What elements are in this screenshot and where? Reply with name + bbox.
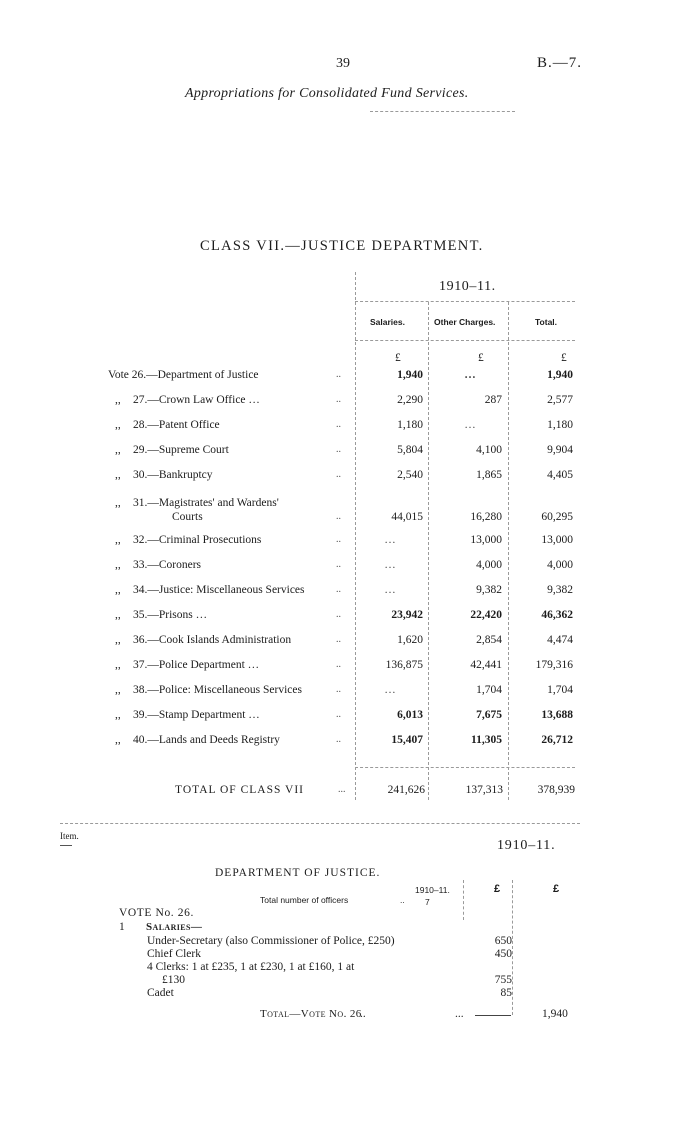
- cell-salaries: 1,180: [397, 419, 423, 431]
- cell-other: 42,441: [470, 659, 502, 671]
- total-row: [0, 784, 700, 802]
- detail-divider: [463, 880, 464, 920]
- cell-total: 1,940: [547, 369, 573, 381]
- cell-other: 1,704: [476, 684, 502, 696]
- vote-label: 28.—Patent Office: [133, 419, 220, 431]
- leader-dots: ..: [336, 659, 341, 670]
- cell-other: 9,382: [476, 584, 502, 596]
- ditto-mark: ,,: [115, 659, 121, 671]
- cell-other: 7,675: [476, 709, 502, 721]
- officers-year: 1910–11.: [415, 885, 450, 895]
- salary-line-text: Under-Secretary (also Commissioner of Police, £250): [147, 935, 395, 947]
- vote-label: VOTE No. 26.: [119, 907, 194, 919]
- item-rule: [60, 845, 72, 846]
- ditto-mark: ,,: [115, 709, 121, 721]
- detail-year: 1910–11.: [497, 838, 556, 853]
- vote-label: 33.—Coroners: [133, 559, 202, 571]
- table-row: [0, 684, 700, 702]
- item-number: 1: [119, 921, 125, 933]
- cell-other: 4,000: [476, 559, 502, 571]
- officers-count: 7: [425, 897, 430, 907]
- ditto-mark: ,,: [115, 609, 121, 621]
- table-divider: [355, 767, 575, 768]
- cell-salaries: 2,290: [397, 394, 423, 406]
- cell-salaries: …: [384, 584, 396, 596]
- column-header-total: Total.: [535, 317, 558, 327]
- leader-dots: ..: [336, 709, 341, 720]
- leader-dots: ..: [336, 444, 341, 455]
- officers-dots: ..: [400, 895, 405, 905]
- table-divider: [355, 340, 575, 341]
- currency-symbol: £: [553, 883, 560, 895]
- leader-dots: ..: [336, 419, 341, 430]
- cell-total: 26,712: [541, 734, 573, 746]
- salaries-heading: Salaries—: [146, 921, 203, 933]
- detail-divider: [512, 880, 513, 1015]
- cell-total: 60,295: [541, 511, 573, 523]
- total-overall: 378,939: [537, 784, 575, 796]
- cell-total: 179,316: [535, 659, 573, 671]
- cell-other: …: [464, 419, 476, 431]
- cell-total: 1,704: [547, 684, 573, 696]
- table-row: [0, 709, 700, 727]
- ditto-mark: ,,: [115, 684, 121, 696]
- cell-salaries: 5,804: [397, 444, 423, 456]
- cell-other: 11,305: [471, 734, 502, 746]
- table-row: [0, 419, 700, 437]
- salary-line-amount: 755: [494, 974, 512, 986]
- column-header-other-charges: Other Charges.: [434, 317, 496, 327]
- cell-other: 287: [484, 394, 502, 406]
- vote-label: 34.—Justice: Miscellaneous Services: [133, 584, 305, 596]
- vote-label: 30.—Bankruptcy: [133, 469, 213, 481]
- leader-dots: ...: [338, 784, 346, 795]
- leader-dots: ..: [336, 734, 341, 745]
- leader-dots: ..: [336, 684, 341, 695]
- leader-dots: ..: [336, 559, 341, 570]
- cell-total: 9,904: [547, 444, 573, 456]
- table-row: [0, 584, 700, 602]
- cell-salaries: 44,015: [391, 511, 423, 523]
- leader-dots: ..: [360, 1008, 366, 1020]
- officers-label: Total number of officers: [260, 895, 349, 905]
- cell-total: 13,688: [541, 709, 573, 721]
- vote-label-continued: Courts: [172, 511, 203, 523]
- ditto-mark: ,,: [115, 634, 121, 646]
- ditto-mark: ,,: [115, 497, 121, 509]
- table-row: [0, 497, 700, 523]
- total-other-charges: 137,313: [465, 784, 503, 796]
- leader-dots: ..: [336, 394, 341, 405]
- salary-line-amount: 650: [494, 935, 512, 947]
- leader-dots: ..: [336, 511, 341, 522]
- currency-symbol: £: [478, 352, 484, 364]
- table-row: [0, 369, 700, 387]
- vote-label: 40.—Lands and Deeds Registry: [133, 734, 280, 746]
- cell-salaries: …: [384, 534, 396, 546]
- cell-salaries: 136,875: [385, 659, 423, 671]
- ditto-mark: ,,: [115, 469, 121, 481]
- leader-dots: ..: [336, 634, 341, 645]
- table-row: [0, 559, 700, 577]
- total-salaries: 241,626: [387, 784, 425, 796]
- vote-label: 29.—Supreme Court: [133, 444, 229, 456]
- table-row: [0, 609, 700, 627]
- cell-total: 4,000: [547, 559, 573, 571]
- cell-salaries: …: [384, 684, 396, 696]
- leader-dots: ..: [336, 369, 341, 380]
- salary-line-text: Chief Clerk: [147, 948, 201, 960]
- vote-label: 32.—Criminal Prosecutions: [133, 534, 262, 546]
- cell-total: 4,474: [547, 634, 573, 646]
- leader-dots: ..: [336, 609, 341, 620]
- ditto-mark: ,,: [115, 394, 121, 406]
- leader-dots: ..: [336, 584, 341, 595]
- vote-label: Vote 26.—Department of Justice: [108, 369, 259, 381]
- vote-label: 35.—Prisons …: [133, 609, 208, 621]
- table-row: [0, 734, 700, 752]
- table-row: [0, 444, 700, 462]
- column-header-salaries: Salaries.: [370, 317, 405, 327]
- ditto-mark: ,,: [115, 444, 121, 456]
- table-row: [0, 534, 700, 552]
- cell-total: 9,382: [547, 584, 573, 596]
- cell-salaries: 23,942: [391, 609, 423, 621]
- table-row: [0, 634, 700, 652]
- ditto-mark: ,,: [115, 734, 121, 746]
- salary-line-text: 4 Clerks: 1 at £235, 1 at £230, 1 at £160, 1 at: [147, 961, 355, 973]
- salary-line-text: £130: [162, 974, 185, 986]
- leader-dots: ..: [336, 534, 341, 545]
- vote-label: 38.—Police: Miscellaneous Services: [133, 684, 302, 696]
- cell-other: …: [464, 369, 476, 381]
- leader-dots: ..: [336, 469, 341, 480]
- item-column-label: Item.: [60, 831, 79, 841]
- salary-line-text: Cadet: [147, 987, 174, 999]
- vote-total-amount: 1,940: [542, 1008, 568, 1020]
- ditto-mark: ,,: [115, 534, 121, 546]
- vote-label: 27.—Crown Law Office …: [133, 394, 260, 406]
- vote-total-label: Total—Vote No. 26: [260, 1008, 362, 1020]
- currency-symbol: £: [561, 352, 567, 364]
- cell-total: 46,362: [541, 609, 573, 621]
- vote-label: 31.—Magistrates' and Wardens': [133, 497, 279, 509]
- table-row: [0, 469, 700, 487]
- cell-other: 16,280: [470, 511, 502, 523]
- cell-salaries: 2,540: [397, 469, 423, 481]
- table-row: [0, 394, 700, 412]
- cell-salaries: 15,407: [391, 734, 423, 746]
- cell-total: 4,405: [547, 469, 573, 481]
- vote-label: 37.—Police Department …: [133, 659, 260, 671]
- page-number: 39: [336, 56, 350, 71]
- ditto-mark: ,,: [115, 584, 121, 596]
- cell-total: 13,000: [541, 534, 573, 546]
- currency-symbol: £: [395, 352, 401, 364]
- document-reference: B.—7.: [536, 55, 582, 71]
- ditto-mark: ,,: [115, 559, 121, 571]
- vote-label: 36.—Cook Islands Administration: [133, 634, 292, 646]
- page-heading: Appropriations for Consolidated Fund Services.: [185, 86, 469, 101]
- table-row: [0, 659, 700, 677]
- cell-other: 1,865: [476, 469, 502, 481]
- ditto-mark: ,,: [115, 419, 121, 431]
- cell-other: 22,420: [470, 609, 502, 621]
- cell-total: 1,180: [547, 419, 573, 431]
- class-title: CLASS VII.—JUSTICE DEPARTMENT.: [200, 238, 484, 254]
- total-label: TOTAL OF CLASS VII: [175, 784, 305, 796]
- table-divider: [355, 301, 575, 302]
- department-title: DEPARTMENT OF JUSTICE.: [215, 867, 381, 879]
- cell-other: 4,100: [476, 444, 502, 456]
- cell-total: 2,577: [547, 394, 573, 406]
- salary-line-amount: 85: [500, 987, 512, 999]
- heading-rule: [370, 111, 515, 112]
- cell-salaries: 1,940: [397, 369, 423, 381]
- vote-label: 39.—Stamp Department …: [133, 709, 260, 721]
- cell-salaries: …: [384, 559, 396, 571]
- salary-line-amount: 450: [494, 948, 512, 960]
- sum-rule: [475, 1015, 511, 1016]
- leader-dots: ...: [455, 1008, 464, 1020]
- cell-salaries: 6,013: [397, 709, 423, 721]
- cell-other: 13,000: [470, 534, 502, 546]
- section-rule: [60, 823, 580, 824]
- year-heading: 1910–11.: [439, 279, 496, 294]
- cell-other: 2,854: [476, 634, 502, 646]
- cell-salaries: 1,620: [397, 634, 423, 646]
- currency-symbol: £: [494, 883, 501, 895]
